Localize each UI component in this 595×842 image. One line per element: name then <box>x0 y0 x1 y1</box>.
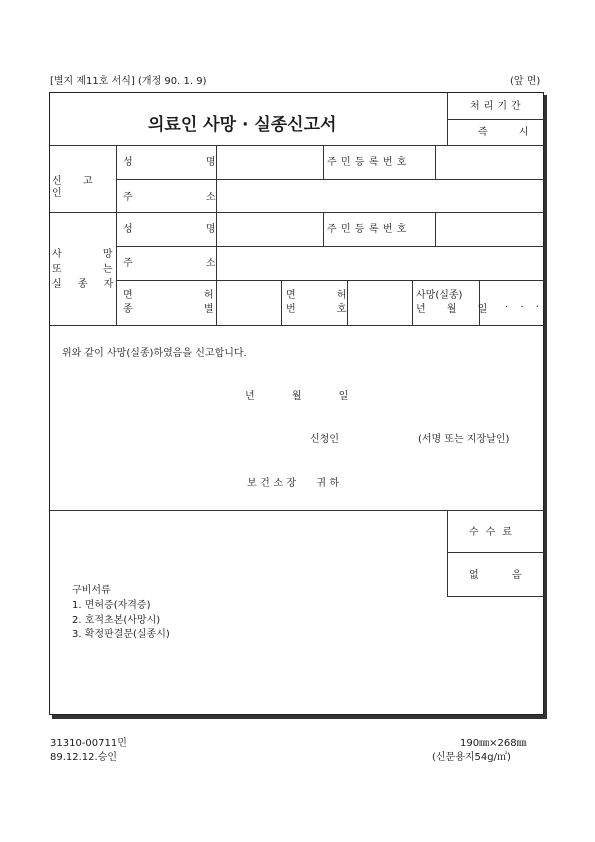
deceased-name-label: 성 명 <box>123 224 216 235</box>
processing-period-label: 처리기간 <box>470 101 525 112</box>
col-line <box>435 212 436 246</box>
processing-period-value: 즉 시 <box>478 127 529 138</box>
paper-size: 190㎜×268㎜ <box>460 738 527 749</box>
row-line <box>50 510 544 511</box>
col-line <box>412 280 413 325</box>
col-line <box>323 212 324 246</box>
fee-divider <box>447 552 544 553</box>
document-item: 1. 면허증(자격증) <box>72 600 151 611</box>
fee-col-line <box>447 510 448 596</box>
deceased-label-line3: 실 종 자 <box>52 279 114 290</box>
col-line <box>323 145 324 179</box>
signature-note: (서명 또는 지장날인) <box>418 434 510 445</box>
reporter-id-label: 주민등록번호 <box>327 157 411 168</box>
deceased-id-label: 주민등록번호 <box>327 224 411 235</box>
statement-date-line: 년 월 일 <box>245 391 349 402</box>
form-reference: [별지 제11호 서식] (개정 90. 1. 9) <box>50 76 207 87</box>
col-line <box>347 280 348 325</box>
box-shadow-right <box>544 95 547 719</box>
reporter-address-label: 주 소 <box>123 192 216 203</box>
applicant-label: 신청인 <box>310 434 339 445</box>
approval-date: 89.12.12.승인 <box>50 752 118 763</box>
death-date-dots: . . . <box>505 299 539 310</box>
recipient-label: 보건소장 귀하 <box>247 478 343 489</box>
row-line <box>50 325 544 326</box>
deceased-label-line1: 사 망 <box>52 249 113 260</box>
death-date-label-1: 사망(실종) <box>416 290 463 301</box>
death-date-label-2: 년 월 일 <box>416 304 488 315</box>
reporter-section-label: 신 고 인 <box>52 176 102 199</box>
period-divider <box>447 119 544 120</box>
license-type-label-1: 면 허 <box>123 290 214 301</box>
form-code: 31310-00711민 <box>50 738 127 749</box>
col-line <box>435 145 436 179</box>
row-line <box>50 212 544 213</box>
col-line <box>281 280 282 325</box>
row-line <box>116 179 544 180</box>
box-shadow-bottom <box>52 715 547 719</box>
documents-heading: 구비서류 <box>72 585 111 596</box>
row-line <box>116 246 544 247</box>
document-item: 3. 확정판결문(실종시) <box>72 629 170 640</box>
reporter-name-label: 성 명 <box>123 157 216 168</box>
license-type-label-2: 종 별 <box>123 304 214 315</box>
page-side-label: (앞 면) <box>510 76 541 87</box>
deceased-label-line2: 또 는 <box>52 264 113 275</box>
col-line <box>479 280 480 325</box>
deceased-address-label: 주 소 <box>123 258 216 269</box>
license-no-label-2: 번 호 <box>286 304 347 315</box>
document-item: 2. 호적초본(사망시) <box>72 615 161 626</box>
license-no-label-1: 면 허 <box>286 290 347 301</box>
statement-text: 위와 같이 사망(실종)하였음을 신고합니다. <box>62 348 247 359</box>
fee-label: 수수료 <box>469 527 519 538</box>
form-title: 의료인 사망 · 실종신고서 <box>148 115 337 135</box>
fee-bottom <box>447 596 544 597</box>
row-line <box>50 145 544 146</box>
col-line <box>216 145 217 325</box>
fee-value: 없 음 <box>469 570 522 581</box>
paper-type: (신문용지54g/㎡) <box>432 752 511 763</box>
col-line <box>116 145 117 325</box>
